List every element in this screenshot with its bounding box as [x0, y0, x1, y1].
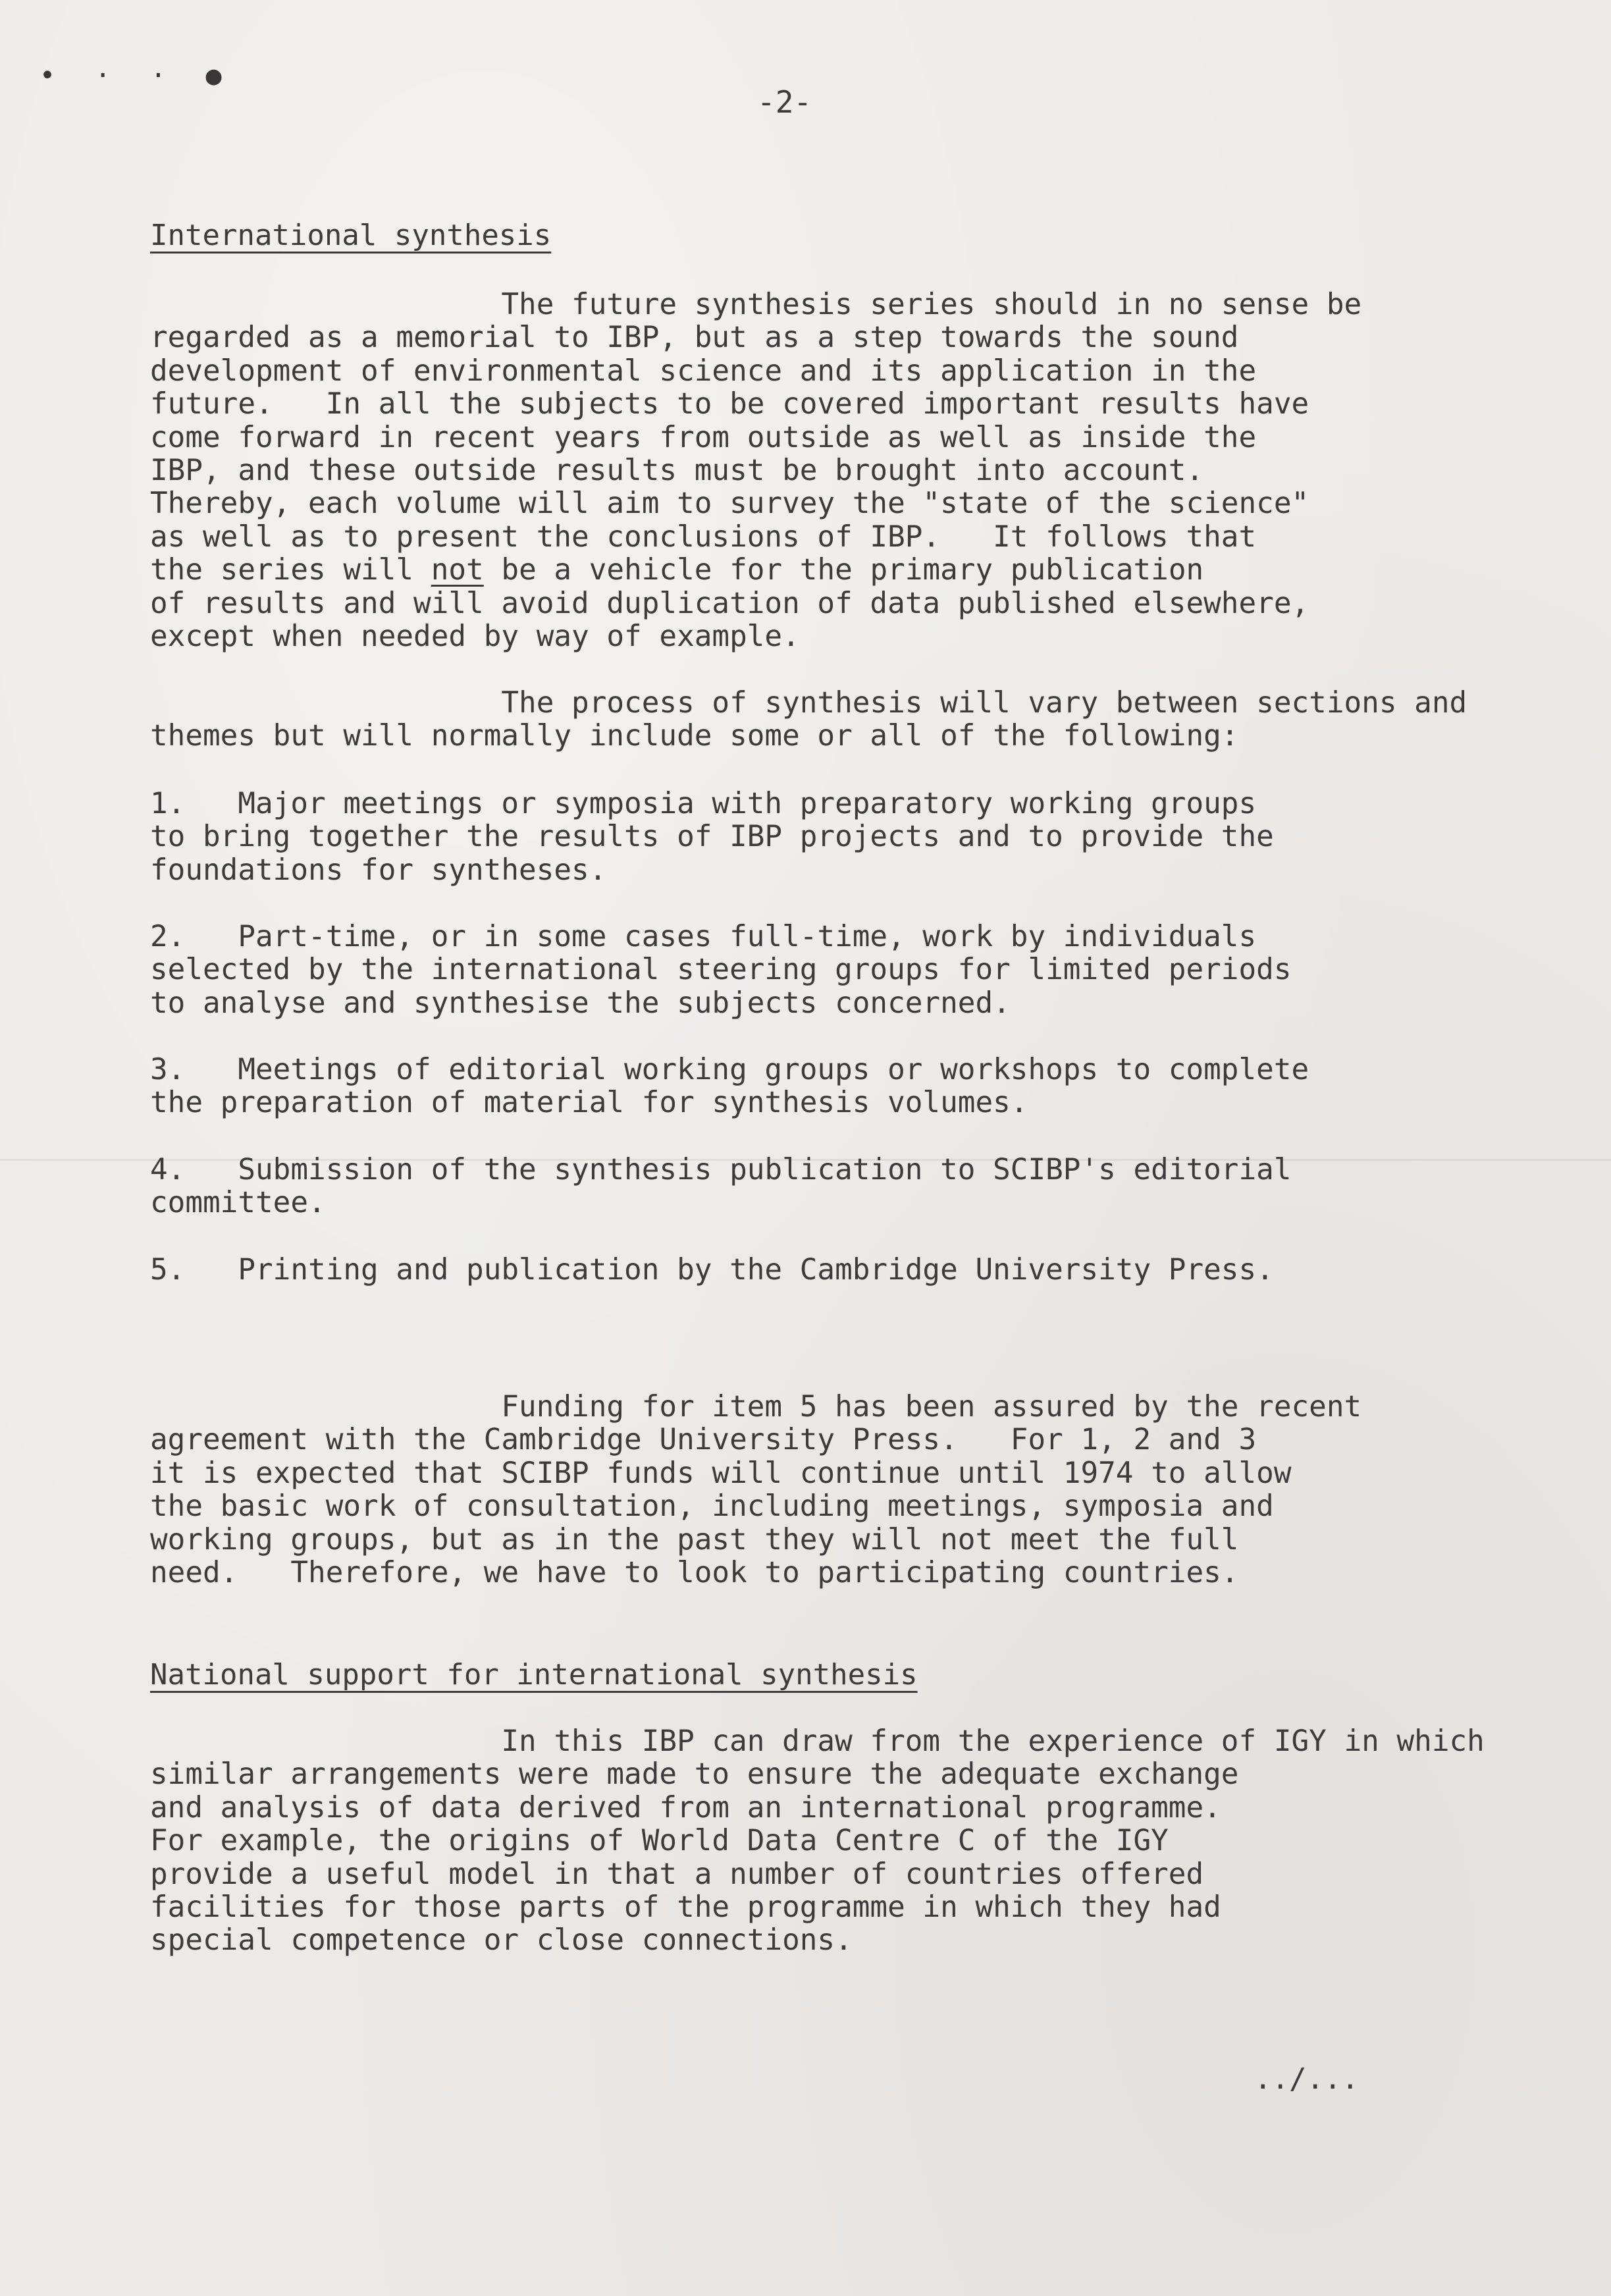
underlined-word: not	[431, 553, 484, 587]
text-line: themes but will normally include some or all of the following:	[150, 719, 1239, 753]
text-line: of results and will avoid duplication of data published elsewhere,	[150, 586, 1309, 620]
text-line: regarded as a memorial to IBP, but as a step towards the sound	[150, 321, 1239, 355]
section-heading-international-synthesis: International synthesis	[150, 219, 552, 252]
text-line: the preparation of material for synthesis volumes.	[150, 1086, 1028, 1120]
list-item	[150, 1254, 1274, 1287]
paragraph-synthesis-series	[150, 288, 1361, 653]
paragraph-process-of-synthesis	[150, 687, 1467, 753]
page-number: -2-	[757, 84, 812, 120]
text-line: 4. Submission of the synthesis publication to SCIBP's editorial	[150, 1153, 1292, 1187]
text-line: The process of synthesis will vary between sections and	[150, 686, 1467, 720]
text-line: 1. Major meetings or symposia with preparatory working groups	[150, 787, 1257, 820]
corner-marks: • · · ●	[40, 61, 234, 91]
text-line: the basic work of consultation, including meetings, symposia and	[150, 1489, 1274, 1524]
text-line: facilities for those parts of the programme in which they had	[150, 1890, 1221, 1925]
text-run: be a vehicle for the primary publication	[483, 553, 1204, 587]
paragraph-funding	[150, 1391, 1361, 1589]
text-line: committee.	[150, 1186, 326, 1220]
text-line: agreement with the Cambridge University Press. For 1, 2 and 3	[150, 1423, 1257, 1457]
text-line: In this IBP can draw from the experience of IGY in which	[150, 1724, 1485, 1758]
text-line: The future synthesis series should in no sense be	[150, 288, 1362, 321]
text-line: as well as to present the conclusions of IBP. It follows that	[150, 520, 1257, 554]
text-line: For example, the origins of World Data Centre C of the IGY	[150, 1824, 1169, 1858]
continuation-mark: ../...	[1254, 2062, 1359, 2096]
text-line: come forward in recent years from outside as well as inside the	[150, 420, 1257, 454]
text-line: Thereby, each volume will aim to survey the "state of the science"	[150, 487, 1309, 521]
text-line: special competence or close connections.	[150, 1923, 853, 1958]
list-item	[150, 788, 1274, 887]
text-line: and analysis of data derived from an international programme.	[150, 1790, 1221, 1825]
text-line: selected by the international steering groups for limited periods	[150, 953, 1292, 987]
text-line: future. In all the subjects to be covered important results have	[150, 387, 1309, 421]
text-line: Funding for item 5 has been assured by the recent	[150, 1390, 1362, 1424]
text-line: except when needed by way of example.	[150, 620, 800, 654]
text-line: development of environmental science and its application in the	[150, 354, 1257, 388]
text-run: the series will	[150, 553, 431, 587]
text-line: provide a useful model in that a number of countries offered	[150, 1857, 1204, 1891]
text-line: working groups, but as in the past they will not meet the full	[150, 1522, 1239, 1557]
text-line: IBP, and these outside results must be brought into account.	[150, 454, 1204, 488]
text-line: similar arrangements were made to ensure the adequate exchange	[150, 1757, 1239, 1792]
section-heading-national-support: National support for international synthesis	[150, 1658, 918, 1692]
text-line: to bring together the results of IBP projects and to provide the	[150, 820, 1274, 854]
list-item	[150, 1154, 1291, 1220]
text-line: foundations for syntheses.	[150, 853, 607, 887]
text-line: to analyse and synthesise the subjects concerned.	[150, 986, 1011, 1020]
text-line	[150, 554, 1361, 587]
text-line: it is expected that SCIBP funds will continue until 1974 to allow	[150, 1456, 1292, 1490]
list-item	[150, 921, 1291, 1020]
text-line: 5. Printing and publication by the Cambridge University Press.	[150, 1253, 1274, 1287]
list-item	[150, 1054, 1309, 1120]
text-line: 2. Part-time, or in some cases full-time, work by individuals	[150, 920, 1257, 953]
text-line: 3. Meetings of editorial working groups or workshops to complete	[150, 1053, 1309, 1086]
text-line: need. Therefore, we have to look to participating countries.	[150, 1556, 1239, 1590]
paragraph-igy-experience	[150, 1725, 1485, 1958]
